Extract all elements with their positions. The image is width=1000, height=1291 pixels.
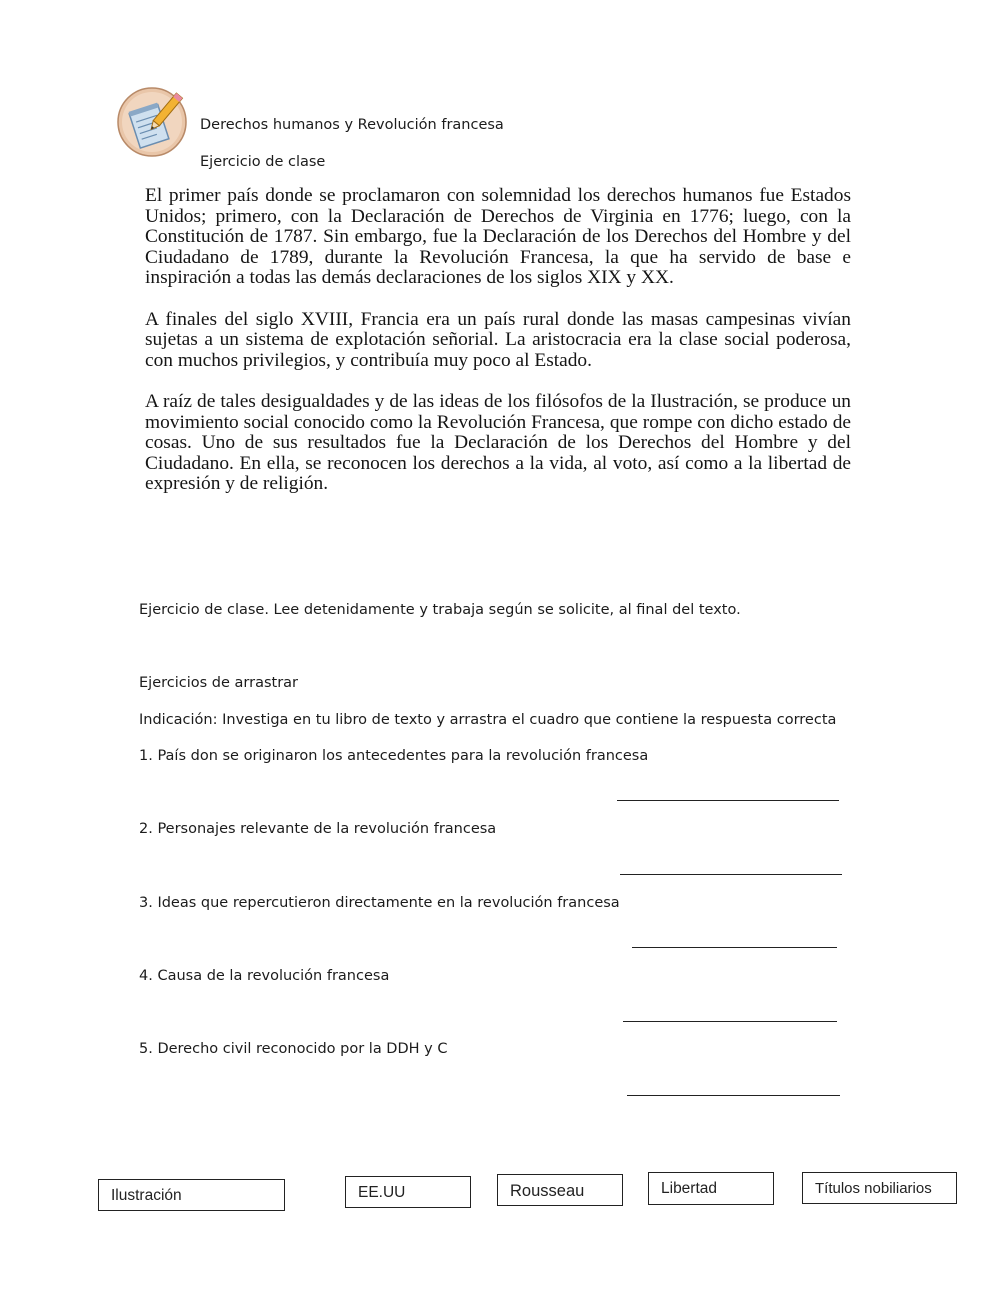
reading-paragraph: A finales del siglo XVIII, Francia era un país rural donde las masas campesinas vivían sujetas a un sistema de explotación señorial. La aristocracia era la clase social poderosa, con muchos privilegios, y contribuía muy poco al Estado. [145, 308, 851, 371]
question-2: 2. Personajes relevante de la revolución francesa [139, 821, 497, 837]
answer-blank-1[interactable] [617, 799, 839, 801]
notepad-pencil-icon [116, 86, 188, 158]
answer-box-titulos-nobiliarios[interactable]: Títulos nobiliarios [802, 1172, 957, 1204]
answer-box-eeuu[interactable]: EE.UU [345, 1176, 471, 1208]
answer-blank-3[interactable] [632, 946, 837, 948]
section-hint: Indicación: Investiga en tu libro de texto y arrastra el cuadro que contiene la respuesta correcta [139, 712, 837, 728]
question-5: 5. Derecho civil reconocido por la DDH y C [139, 1041, 448, 1057]
question-4: 4. Causa de la revolución francesa [139, 968, 390, 984]
answer-box-rousseau[interactable]: Rousseau [497, 1174, 623, 1206]
question-1: 1. País don se originaron los antecedentes para la revolución francesa [139, 748, 649, 764]
answer-blank-4[interactable] [623, 1020, 837, 1022]
page-title: Derechos humanos y Revolución francesa [200, 117, 504, 133]
answer-blank-5[interactable] [627, 1094, 840, 1096]
instruction-text: Ejercicio de clase. Lee detenidamente y trabaja según se solicite, al final del texto. [139, 602, 741, 618]
reading-passage [145, 186, 851, 580]
question-3: 3. Ideas que repercutieron directamente en la revolución francesa [139, 895, 620, 911]
answer-box-libertad[interactable]: Libertad [648, 1172, 774, 1205]
reading-paragraph: El primer país donde se proclamaron con solemnidad los derechos humanos fue Estados Unidos; primero, con la Declaración de Derechos de Virginia en 1776; luego, con la Constitución de 1787. Sin embargo, fue la Declaración de los Derechos del Hombre y del Ciudadano de 1789, durante la Revolución Francesa, la que ha servido de base e inspiración a todas las demás declaraciones de los siglos XIX y XX. [145, 186, 851, 289]
answer-box-ilustracion[interactable]: Ilustración [98, 1179, 285, 1211]
reading-paragraph: A raíz de tales desigualdades y de las ideas de los filósofos de la Ilustración, se produce un movimiento social conocido como la Revolución Francesa, que rompe con dicho estado de cosas. Uno de sus resultados fue la Declaración de los Derechos del Hombre y del Ciudadano. En ella, se reconocen los derechos a la vida, al voto, así como a la libertad de expresión y de religión. [145, 390, 851, 495]
answer-blank-2[interactable] [620, 873, 842, 875]
page-subtitle: Ejercicio de clase [200, 154, 326, 170]
section-title: Ejercicios de arrastrar [139, 675, 299, 691]
